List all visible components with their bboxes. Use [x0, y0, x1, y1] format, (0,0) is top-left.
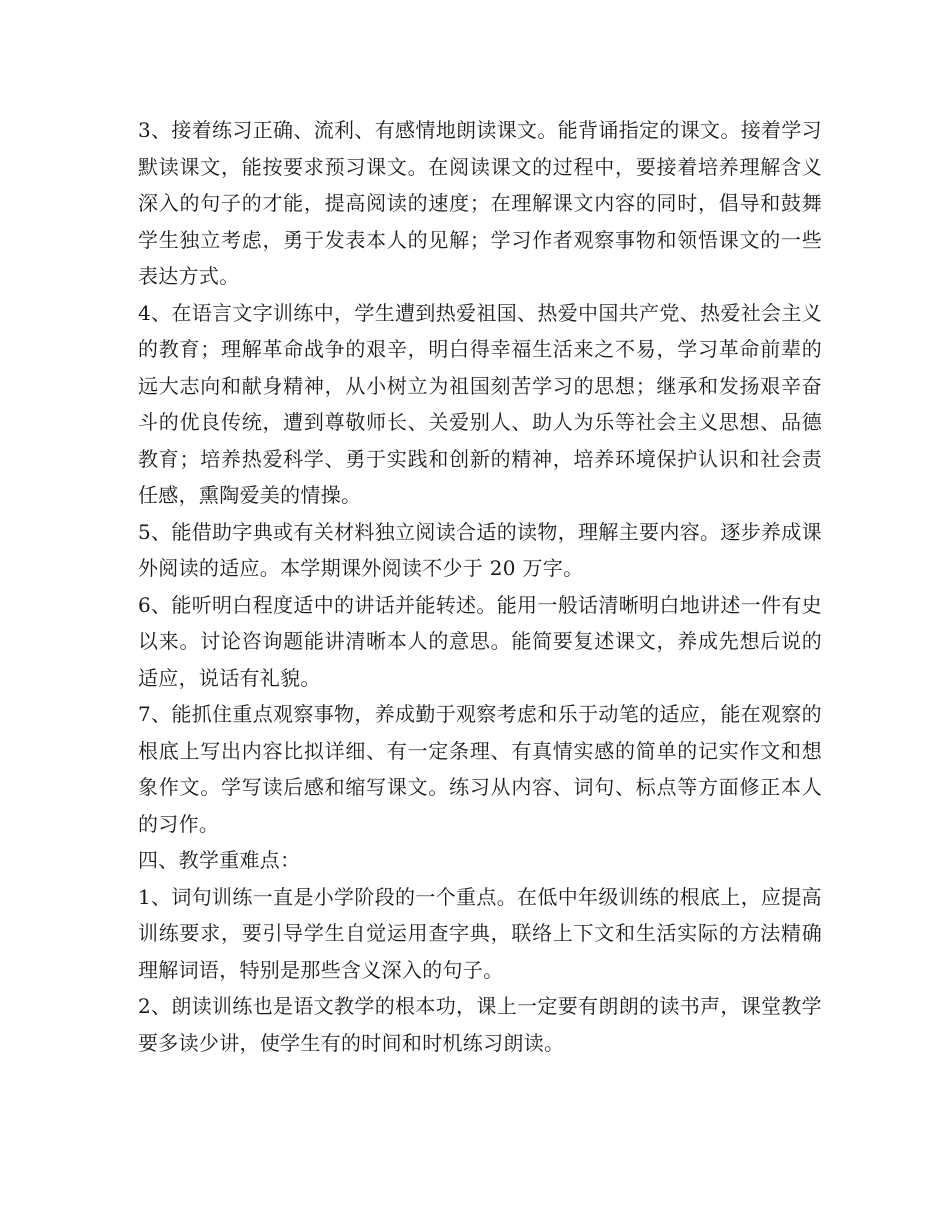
paragraph-goal-6: 6、能听明白程度适中的讲话并能转述。能用一般话清晰明白地讲述一件有史以来。讨论咨询题能讲清晰本人的意思。能简要复述课文，养成先想后说的适应，说话有礼貌。 [138, 592, 822, 690]
paragraph-key-point-2: 2、朗读训练也是语文教学的根本功，课上一定要有朗朗的读书声，课堂教学要多读少讲，使学生有的时间和时机练习朗读。 [138, 994, 822, 1055]
paragraph-goal-4: 4、在语言文字训练中，学生遭到热爱祖国、热爱中国共产党、热爱社会主义的教育；理解革命战争的艰辛，明白得幸福生活来之不易，学习革命前辈的远大志向和献身精神，从小树立为祖国刻苦学习的思想；继承和发扬艰辛奋斗的优良传统，遭到尊敬师长、关爱别人、助人为乐等社会主义思想、品德教育；培养热爱科学、勇于实践和创新的精神，培养环境保护认识和社会责任感，熏陶爱美的情操。 [138, 300, 822, 507]
paragraph-goal-7: 7、能抓住重点观察事物，养成勤于观察考虑和乐于动笔的适应，能在观察的根底上写出内容比拟详细、有一定条理、有真情实感的简单的记实作文和想象作文。学写读后感和缩写课文。练习从内容、词句、标点等方面修正本人的习作。 [138, 702, 822, 836]
section-heading-key-points: 四、教学重难点： [138, 848, 301, 872]
paragraph-goal-3: 3、接着练习正确、流利、有感情地朗读课文。能背诵指定的课文。接着学习默读课文，能按要求预习课文。在阅读课文的过程中，要接着培养理解含义深入的句子的才能，提高阅读的速度；在理解课文内容的同时，倡导和鼓舞学生独立考虑，勇于发表本人的见解；学习作者观察事物和领悟课文的一些表达方式。 [138, 118, 822, 288]
paragraph-key-point-1: 1、词句训练一直是小学阶段的一个重点。在低中年级训练的根底上，应提高训练要求，要引导学生自觉运用查字典，联络上下文和生活实际的方法精确理解词语，特别是那些含义深入的句子。 [138, 884, 822, 982]
paragraph-goal-5: 5、能借助字典或有关材料独立阅读合适的读物，理解主要内容。逐步养成课外阅读的适应。本学期课外阅读不少于 20 万字。 [138, 519, 822, 580]
document-body [138, 112, 822, 1061]
